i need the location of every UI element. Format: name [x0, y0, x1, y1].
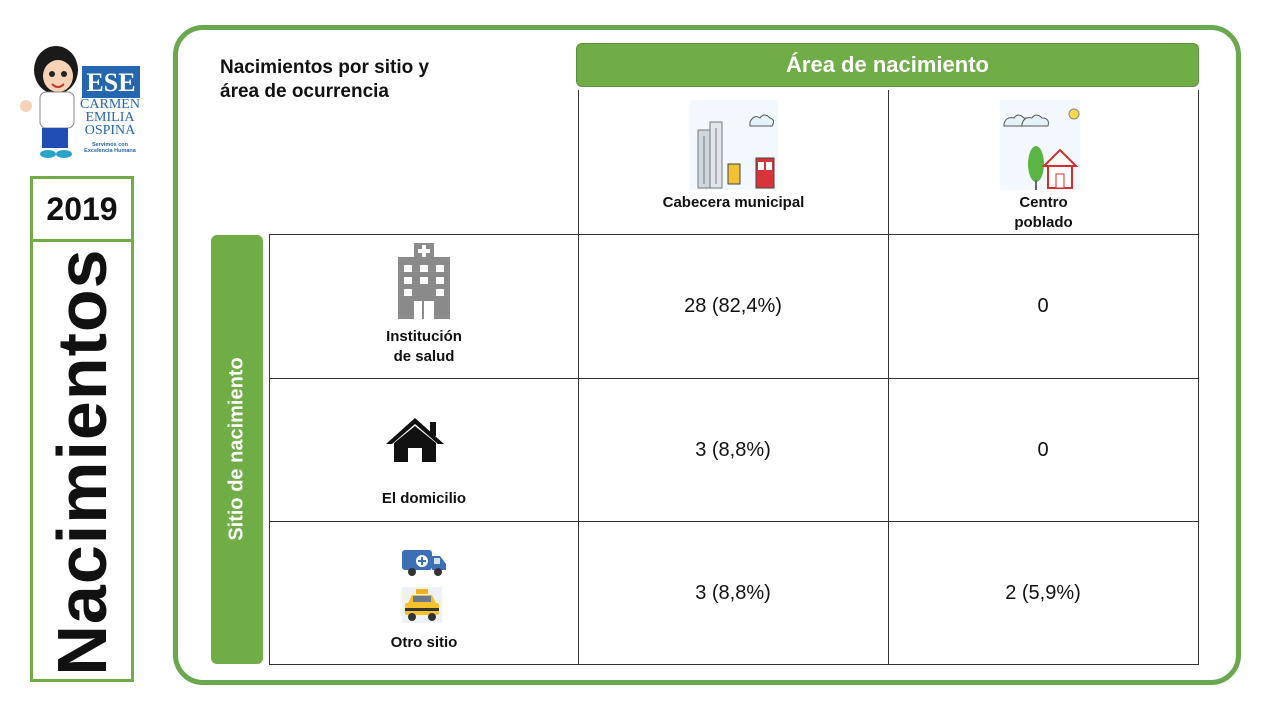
logo-name-line: EMILIA — [85, 110, 135, 125]
city-icon — [690, 100, 778, 190]
year-label: 2019 — [46, 190, 118, 227]
grid-line — [269, 235, 270, 665]
row-label-otro-sitio: Otro sitio — [390, 634, 458, 651]
grid-line — [269, 664, 1199, 665]
cell-domicilio-centro: 0 — [1037, 439, 1049, 461]
table-title-line: Nacimientos por sitio y — [220, 57, 430, 78]
site-header-label: Sitio de nacimiento — [225, 357, 248, 541]
house-icon — [384, 416, 446, 462]
grid-line — [269, 521, 1199, 522]
cell-institucion-centro: 0 — [1037, 295, 1049, 317]
row-label-line: Institución — [386, 328, 462, 345]
logo-abbr: ESE — [86, 68, 136, 97]
logo-name-line: OSPINA — [84, 123, 136, 138]
cell-domicilio-cabecera: 3 (8,8%) — [695, 439, 771, 461]
cell-institucion-cabecera: 28 (82,4%) — [684, 295, 782, 317]
area-header: Área de nacimiento — [576, 43, 1199, 87]
logo-name-line: CARMEN — [80, 97, 140, 112]
column-label-line: poblado — [1014, 214, 1073, 231]
cell-otro-centro: 2 (5,9%) — [1005, 582, 1081, 604]
grid-line — [269, 234, 1199, 235]
table-title — [220, 56, 520, 104]
taxi-icon — [402, 587, 442, 623]
hospital-icon — [398, 243, 450, 319]
ambulance-icon — [400, 546, 448, 578]
logo-tagline: Servimos con Excelencia Humana — [84, 142, 136, 154]
logo-name — [80, 98, 140, 137]
page-title: Nacimientos — [43, 248, 121, 676]
row-label-line: de salud — [393, 348, 455, 365]
column-label-line: Centro — [1019, 194, 1068, 211]
cell-otro-cabecera: 3 (8,8%) — [695, 582, 771, 604]
row-label-domicilio: El domicilio — [381, 490, 467, 507]
column-label-centro — [889, 193, 1198, 233]
column-label-cabecera: Cabecera municipal — [662, 194, 805, 211]
page-title-container — [30, 242, 134, 682]
village-icon — [1000, 100, 1080, 190]
table-title-line: área de ocurrencia — [220, 81, 389, 102]
row-label-institucion — [270, 327, 578, 367]
site-header — [211, 235, 263, 664]
grid-line — [269, 378, 1199, 379]
